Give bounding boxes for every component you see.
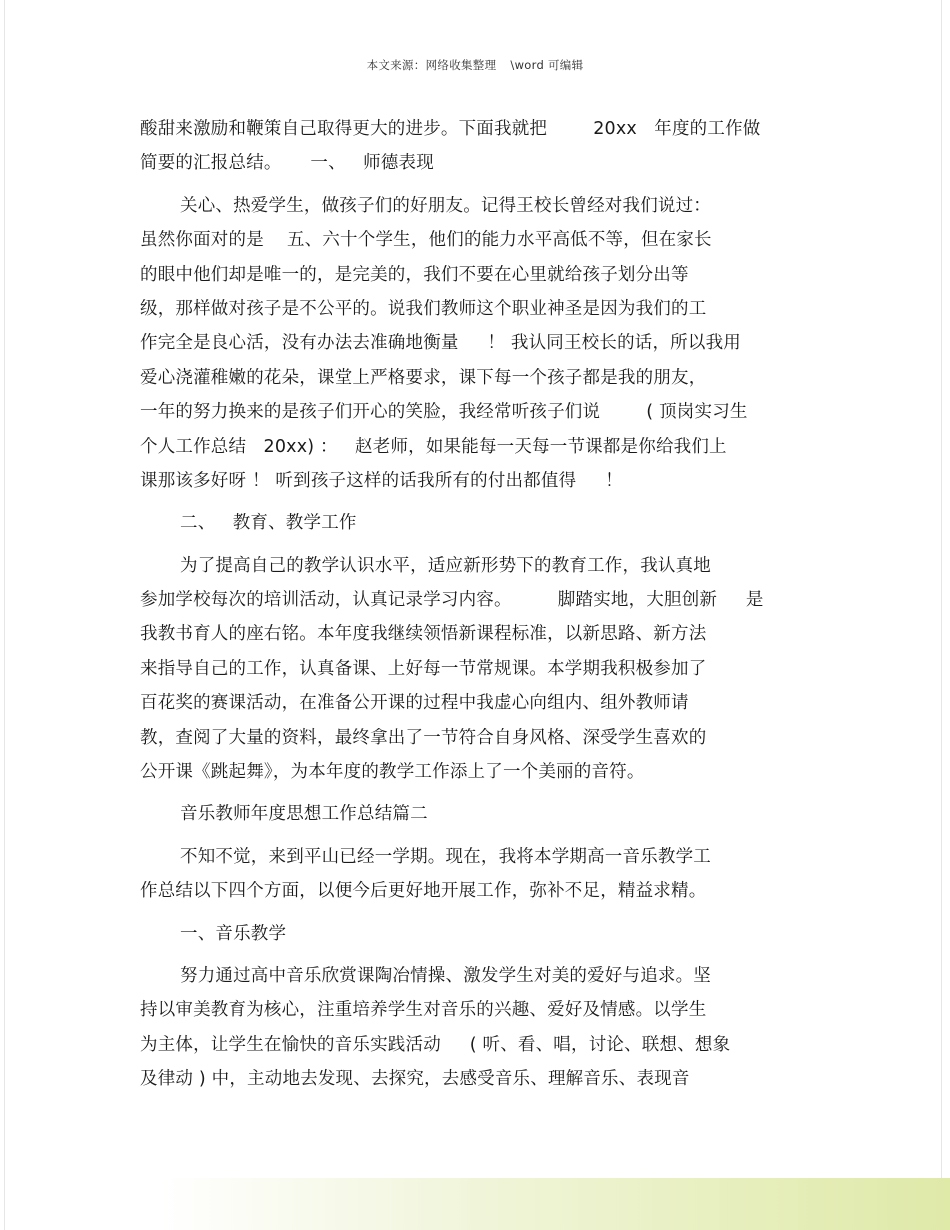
- text-line: 一年的努力换来的是孩子们开心的笑脸，我经常听孩子们说 ( 顶岗实习生: [140, 402, 748, 423]
- text-line: 我教书育人的座右铭。本年度我继续领悟新课程标准，以新思路、新方法: [140, 624, 707, 645]
- text-line: 爱心浇灌稚嫩的花朵，课堂上严格要求，课下每一个孩子都是我的朋友，: [140, 367, 707, 388]
- text-line: 参加学校每次的培训活动，认真记录学习内容。 脚踏实地，大胆创新 是: [140, 590, 764, 611]
- text-line: 酸甜来激励和鞭策自己取得更大的进步。下面我就把 20xx 年度的工作做: [140, 119, 761, 139]
- edit-label: \word 可编辑: [510, 58, 584, 72]
- text-line: 作总结以下四个方面，以便今后更好地开展工作，弥补不足，精益求精。: [140, 881, 707, 902]
- text-line: 公开课《跳起舞》，为本年度的教学工作添上了一个美丽的音符。: [140, 762, 645, 783]
- footer-decoration: [160, 1178, 950, 1230]
- text-line: 个人工作总结 20xx) ： 赵老师，如果能每一天每一节课都是你给我们上: [140, 436, 727, 457]
- text-line: 作完全是良心活，没有办法去准确地衡量 ！ 我认同王校长的话，所以我用: [140, 333, 741, 354]
- section-heading: 一、音乐教学: [180, 923, 287, 944]
- text-line: 简要的汇报总结。 一、 师德表现: [140, 153, 434, 174]
- text-line: 及律动 ) 中，主动地去发现、去探究，去感受音乐、理解音乐、表现音: [140, 1069, 690, 1090]
- section-heading: 音乐教师年度思想工作总结篇二: [180, 804, 428, 825]
- text-line: 级，那样做对孩子是不公平的。说我们教师这个职业神圣是因为我们的工: [140, 298, 707, 319]
- text-line: 为了提高自己的教学认识水平，适应新形势下的教育工作，我认真地: [180, 555, 711, 576]
- text-line: 的眼中他们却是唯一的，是完美的，我们不要在心里就给孩子划分出等: [140, 264, 689, 285]
- text-line: 虽然你面对的是 五、六十个学生，他们的能力水平高低不等，但在家长: [140, 230, 712, 251]
- text-line: 课那该多好呀 ！ 听到孩子这样的话我所有的付出都值得 ！: [140, 470, 623, 491]
- text-line: 持以审美教育为核心，注重培养学生对音乐的兴趣、爱好及情感。以学生: [140, 1000, 707, 1021]
- text-line: 不知不觉，来到平山已经一学期。现在，我将本学期高一音乐教学工: [180, 846, 711, 867]
- text-line: 努力通过高中音乐欣赏课陶冶情操、激发学生对美的爱好与追求。坚: [180, 965, 711, 986]
- page-header: [0, 57, 950, 73]
- text-line: 关心、热爱学生，做孩子们的好朋友。记得王校长曾经对我们说过：: [180, 195, 711, 216]
- text-line: 来指导自己的工作，认真备课、上好每一节常规课。本学期我积极参加了: [140, 658, 707, 679]
- text-line: 为主体，让学生在愉快的音乐实践活动 ( 听、看、唱，讨论、联想、想象: [140, 1034, 731, 1055]
- section-heading: 二、 教育、教学工作: [180, 513, 357, 534]
- document-body: [140, 112, 830, 1097]
- text-line: 百花奖的赛课活动，在准备公开课的过程中我虚心向组内、组外教师请: [140, 693, 689, 714]
- source-label: 本文来源：网络收集整理: [366, 58, 497, 72]
- text-line: 教，查阅了大量的资料，最终拿出了一节符合自身风格、深受学生喜欢的: [140, 727, 707, 748]
